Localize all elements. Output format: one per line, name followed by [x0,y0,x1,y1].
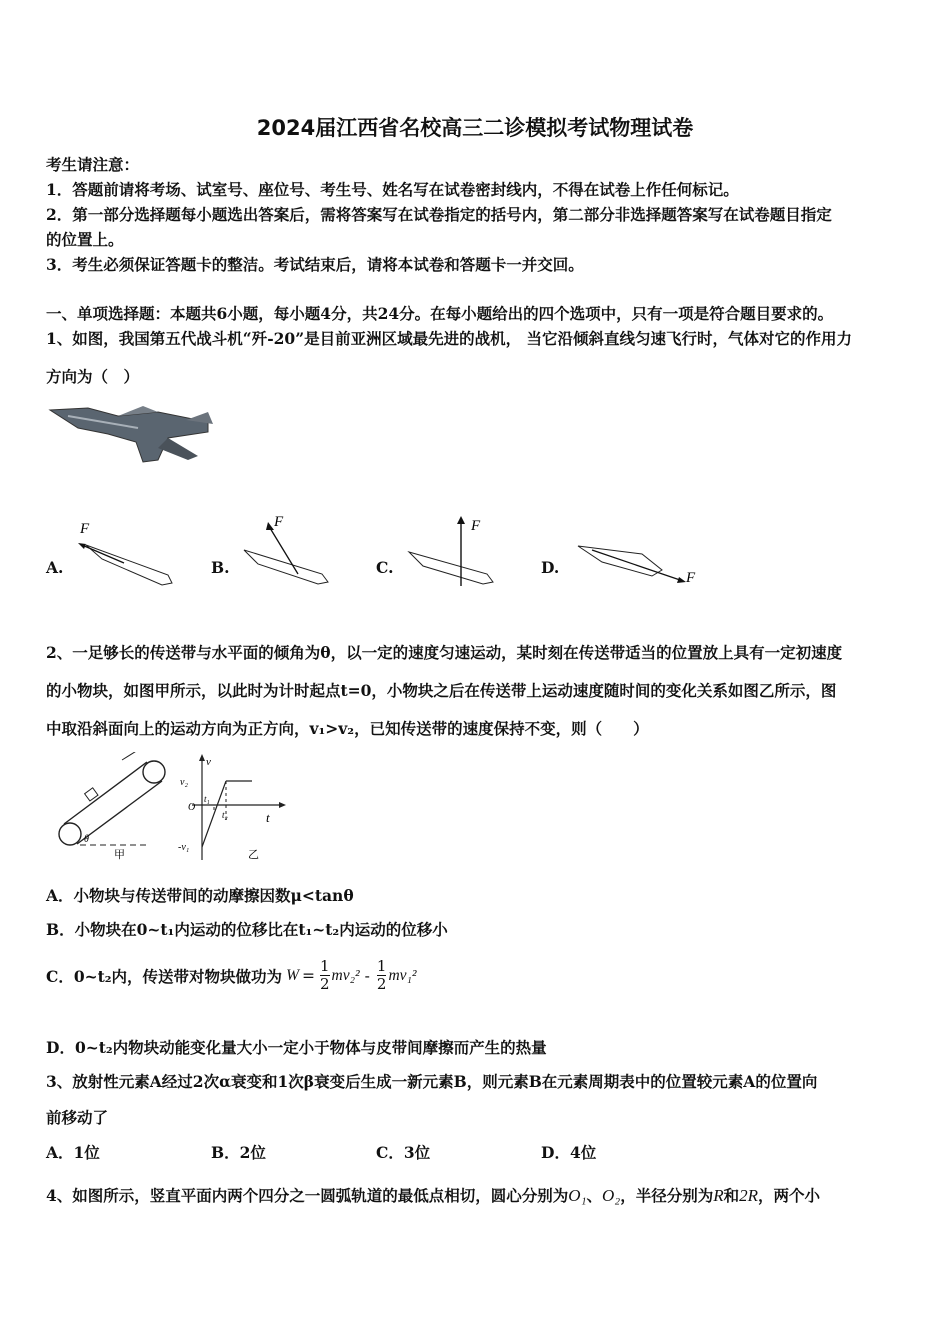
theta-label: θ [84,834,89,845]
force-label-b: F [274,514,284,530]
notice-heading: 考生请注意： [46,155,140,174]
q1-diagram-d [572,536,702,596]
t2-label: t₂ [222,810,228,820]
work-formula [286,958,416,993]
v2-label: v₂ [180,777,188,788]
q1-diagram-a [72,515,182,595]
notice-item-2: 2．第一部分选择题每小题选出答案后，需将答案写在试卷指定的括号内，第二部分非选择题答案写在试卷题目指定 [46,205,832,224]
section-heading: 一、单项选择题：本题共6小题，每小题4分，共24分。在每小题给出的四个选项中，只有一项是符合题目要求的。 [46,304,834,323]
notice-item-3: 3．考生必须保证答题卡的整洁。考试结束后，请将本试卷和答题卡一并交回。 [46,255,584,274]
q4-o2: O₂ [602,1186,621,1205]
formula-eq: = [301,966,315,985]
q2-line-2: 的小物块，如图甲所示，以此时为计时起点t=0，小物块之后在传送带上运动速度随时间的变化关系如图乙所示，图 [46,681,837,700]
formula-minus: - [364,966,370,985]
q3-option-c[interactable]: C．3位 [376,1143,431,1162]
axis-v-label: v [206,756,211,768]
q2-line-1: 2、一足够长的传送带与水平面的倾角为θ，以一定的速度匀速运动，某时刻在传送带适当的位置放上具有一定初速度 [46,643,843,662]
q1-diagram-c [403,512,513,592]
notice-item-2-cont: 的位置上。 [46,230,124,249]
q2-option-b[interactable]: B．小物块在0~t₁内运动的位移比在t₁~t₂内运动的位移小 [46,920,448,939]
q1-option-b[interactable]: B. [211,558,230,577]
fig-yi-label: 乙 [248,849,259,861]
q4-o1: O₁ [568,1186,587,1205]
force-label-a: F [80,521,90,537]
q2-option-a[interactable]: A．小物块与传送带间的动摩擦因数μ<tanθ [46,886,354,905]
q4-and: 和 [723,1186,740,1205]
q1-option-d[interactable]: D. [541,558,560,577]
q1-line-2: 方向为（ ） [46,367,140,386]
q4-sep: 、 [586,1186,602,1205]
q3-line-1: 3、放射性元素A经过2次α衰变和1次β衰变后生成一新元素B，则元素B在元素周期表中的位置较元素A的位置向 [46,1072,818,1091]
q3-line-2: 前移动了 [46,1108,109,1127]
q1-diagram-b [238,512,348,592]
origin-label: O [188,802,196,813]
formula-term-1: mv₂² [331,966,360,984]
q4-prefix: 4、如图所示，竖直平面内两个四分之一圆弧轨道的最低点相切，圆心分别为 [46,1186,569,1205]
q3-option-d[interactable]: D．4位 [541,1143,597,1162]
q4-mid: ，半径分别为 [620,1186,714,1205]
q1-option-c[interactable]: C. [376,558,394,577]
page-title: 2024届江西省名校高三二诊模拟考试物理试卷 [256,116,694,140]
q2-option-d[interactable]: D．0~t₂内物块动能变化量大小一定小于物体与皮带间摩擦而产生的热量 [46,1038,547,1057]
q2-option-c-text: C．0~t₂内，传送带对物块做功为 [46,966,283,986]
neg-v1-label: -v₁ [178,842,190,853]
q3-option-a[interactable]: A．1位 [46,1143,100,1162]
formula-half-2 [377,958,387,993]
force-label-c: F [471,518,481,534]
formula-half-1 [320,958,330,993]
conveyor-belt-figure [50,752,290,862]
axis-t-label: t [266,810,270,825]
notice-item-1: 1．答题前请将考场、试室号、座位号、考生号、姓名写在试卷密封线内，不得在试卷上作任何标记。 [46,180,739,199]
t1-label: t₁ [204,794,210,804]
formula-num-1: 1 [319,957,330,975]
formula-term-2: mv₁² [388,966,417,984]
formula-w: W [286,966,299,984]
q4-2r: 2R [739,1186,758,1205]
q2-option-c[interactable] [46,958,417,993]
q4-suffix: ，两个小 [758,1186,821,1205]
fighter-jet-photo [48,398,218,468]
q3-option-b[interactable]: B．2位 [211,1143,266,1162]
formula-num-2: 1 [376,957,387,975]
fig-jia-label: 甲 [114,849,125,861]
q4-r: R [713,1186,724,1205]
force-label-d: F [686,570,696,586]
formula-den-1: 2 [319,975,330,993]
q1-line-1: 1、如图，我国第五代战斗机“歼-20”是目前亚洲区域最先进的战机， 当它沿倾斜直线匀速飞行时，气体对它的作用力 [46,329,853,348]
q4-line-1 [46,1184,820,1206]
q2-line-3: 中取沿斜面向上的运动方向为正方向，v₁>v₂，已知传送带的速度保持不变，则（ ） [46,719,649,738]
formula-den-2: 2 [376,975,387,993]
q1-option-a[interactable]: A. [46,558,64,577]
